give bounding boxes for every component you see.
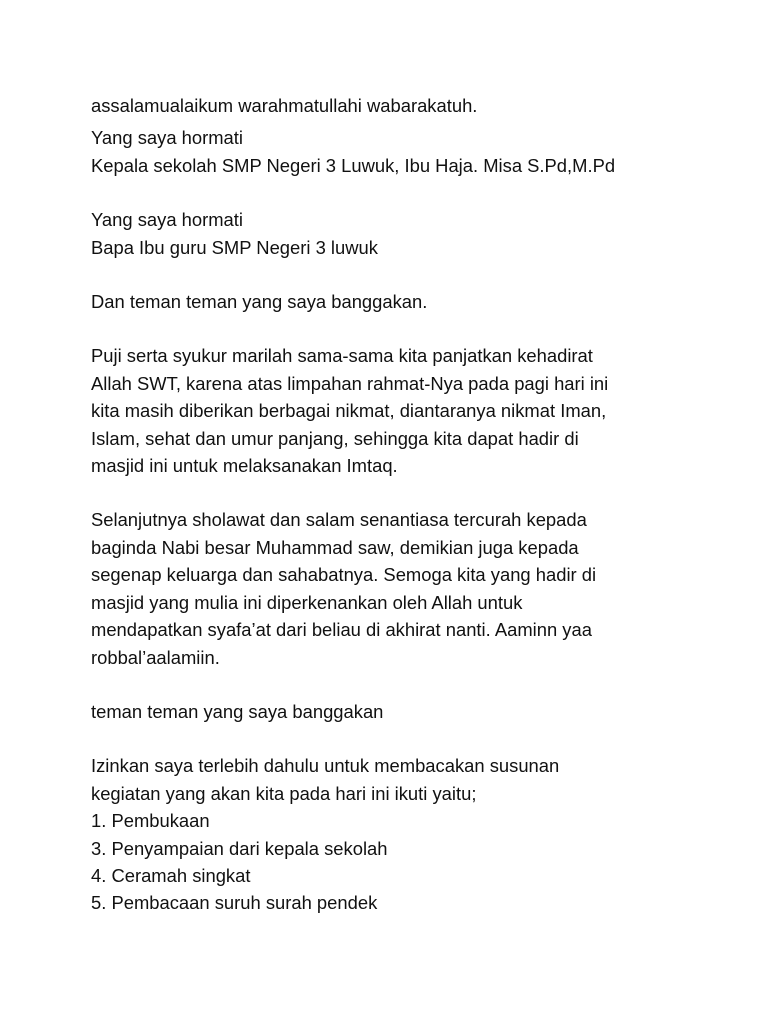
paragraph-line: robbal’aalamiin. (91, 646, 220, 668)
paragraph-line: kegiatan yang akan kita pada hari ini ikuti yaitu; (91, 782, 477, 804)
spacer (91, 725, 731, 752)
paragraph-line: mendapatkan syafa’at dari beliau di akhirat nanti. Aaminn yaa (91, 619, 592, 641)
salutation-line: Yang saya hormati (91, 209, 243, 231)
agenda-item: 3. Penyampaian dari kepala sekolah (91, 837, 388, 859)
paragraph-line: segenap keluarga dan sahabatnya. Semoga kita yang hadir di (91, 564, 597, 586)
paragraph-line: masjid yang mulia ini diperkenankan oleh Allah untuk (91, 591, 523, 613)
salutation-friends-2: teman teman yang saya banggakan (91, 700, 384, 722)
spacer (91, 179, 731, 206)
paragraph-gratitude (91, 342, 731, 479)
salutation-principal (91, 124, 731, 179)
greeting: assalamualaikum warahmatullahi wabarakatuh. (91, 95, 478, 116)
spacer (91, 671, 731, 698)
paragraph-line: kita masih diberikan berbagai nikmat, diantaranya nikmat Iman, (91, 400, 607, 422)
salutation-teachers (91, 206, 731, 261)
agenda-item: 1. Pembukaan (91, 810, 210, 832)
agenda-list (91, 807, 731, 917)
paragraph-agenda-intro (91, 752, 731, 807)
salutation-line: Kepala sekolah SMP Negeri 3 Luwuk, Ibu Haja. Misa S.Pd,M.Pd (91, 154, 616, 176)
paragraph-line: masjid ini untuk melaksanakan Imtaq. (91, 455, 398, 477)
document-page (91, 92, 731, 917)
spacer (91, 261, 731, 288)
salutation-line: Yang saya hormati (91, 127, 243, 149)
paragraph-line: Allah SWT, karena atas limpahan rahmat-Nya pada pagi hari ini (91, 372, 609, 394)
paragraph-line: Puji serta syukur marilah sama-sama kita panjatkan kehadirat (91, 345, 593, 367)
paragraph-line: baginda Nabi besar Muhammad saw, demikian juga kepada (91, 536, 579, 558)
agenda-item: 4. Ceramah singkat (91, 864, 251, 886)
paragraph-line: Selanjutnya sholawat dan salam senantiasa tercurah kepada (91, 509, 587, 531)
paragraph-line: Izinkan saya terlebih dahulu untuk membacakan susunan (91, 755, 560, 777)
spacer (91, 479, 731, 506)
spacer (91, 315, 731, 342)
salutation-line: Bapa Ibu guru SMP Negeri 3 luwuk (91, 236, 378, 258)
paragraph-line: Islam, sehat dan umur panjang, sehingga kita dapat hadir di (91, 427, 579, 449)
salutation-friends: Dan teman teman yang saya banggakan. (91, 291, 428, 313)
paragraph-sholawat (91, 506, 731, 670)
agenda-item: 5. Pembacaan suruh surah pendek (91, 892, 378, 914)
